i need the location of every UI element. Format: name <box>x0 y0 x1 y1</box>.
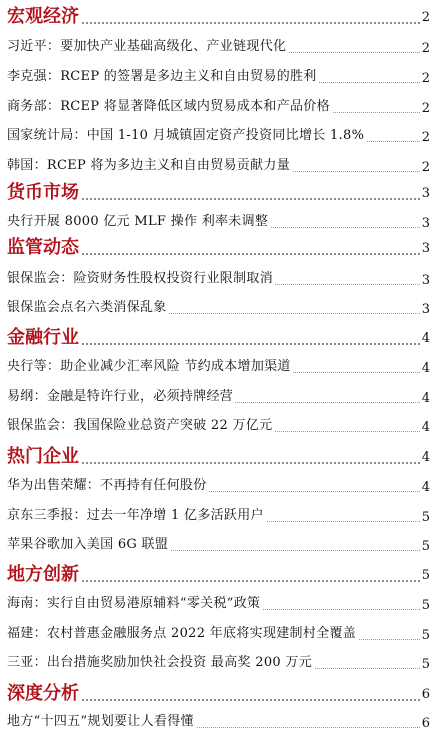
toc-section[interactable] <box>0 6 444 30</box>
section-title: 监管动态 <box>7 237 79 258</box>
toc-entry[interactable] <box>0 388 444 408</box>
section-title: 地方创新 <box>7 564 79 585</box>
toc-entry[interactable] <box>0 270 444 290</box>
entry-title: 海南：实行自由贸易港原辅料“零关税”政策 <box>7 596 261 611</box>
toc-entry[interactable] <box>0 98 444 118</box>
entry-title: 银保监会：险资财务性股权投资行业限制取消 <box>7 271 274 286</box>
toc-section[interactable] <box>0 237 444 261</box>
page-number: 2 <box>421 71 430 86</box>
toc-entry[interactable] <box>0 213 444 233</box>
toc-entry[interactable] <box>0 358 444 378</box>
entry-title: 苹果谷歌加入美国 6G 联盟 <box>7 537 169 552</box>
entry-title: 李克强：RCEP 的签署是多边主义和自由贸易的胜利 <box>7 69 317 84</box>
entry-title: 银保监会：我国保险业总资产突破 22 万亿元 <box>7 418 273 433</box>
page-number: 5 <box>421 568 430 583</box>
section-title: 货币市场 <box>7 182 79 203</box>
entry-title: 三亚：出台措施奖励加快社会投资 最高奖 200 万元 <box>7 655 313 670</box>
page-number: 3 <box>421 302 430 317</box>
section-title: 宏观经济 <box>7 6 79 27</box>
entry-title: 易纲：金融是特许行业，必须持牌经营 <box>7 389 234 404</box>
toc-entry[interactable] <box>0 713 444 733</box>
page-number: 3 <box>421 216 430 231</box>
page-number: 4 <box>421 331 430 346</box>
page-number: 5 <box>421 510 430 525</box>
entry-title: 华为出售荣耀：不再持有任何股份 <box>7 478 207 493</box>
toc-entry[interactable] <box>0 507 444 527</box>
page-number: 2 <box>421 101 430 116</box>
entry-title: 福建：农村普惠金融服务点 2022 年底将实现建制村全覆盖 <box>7 626 357 641</box>
entry-title: 地方“十四五”规划要让人看得懂 <box>7 714 194 729</box>
entry-title: 京东三季报：过去一年净增 1 亿多活跃用户 <box>7 508 264 523</box>
toc-entry[interactable] <box>0 417 444 437</box>
entry-title: 央行等：助企业减少汇率风险 节约成本增加渠道 <box>7 359 291 374</box>
entry-title: 商务部：RCEP 将显著降低区域内贸易成本和产品价格 <box>7 99 330 114</box>
section-title: 深度分析 <box>7 683 79 704</box>
toc-entry[interactable] <box>0 625 444 645</box>
page-number: 4 <box>421 480 430 495</box>
entry-title: 国家统计局：中国 1-10 月城镇固定资产投资同比增长 1.8% <box>7 128 365 143</box>
section-title: 金融行业 <box>7 327 79 348</box>
page-number: 4 <box>421 391 430 406</box>
page-number: 2 <box>421 10 430 25</box>
toc-entry[interactable] <box>0 477 444 497</box>
entry-title: 韩国：RCEP 将为多边主义和自由贸易贡献力量 <box>7 158 291 173</box>
page-number: 3 <box>421 273 430 288</box>
entry-title: 央行开展 8000 亿元 MLF 操作 利率未调整 <box>7 214 269 229</box>
toc-section[interactable] <box>0 327 444 351</box>
toc-entry[interactable] <box>0 68 444 88</box>
toc-entry[interactable] <box>0 654 444 674</box>
page-number: 2 <box>421 160 430 175</box>
entry-title: 习近平：要加快产业基础高级化、产业链现代化 <box>7 39 287 54</box>
page-number: 4 <box>421 420 430 435</box>
page-number: 4 <box>421 361 430 376</box>
section-title: 热门企业 <box>7 446 79 467</box>
page-number: 6 <box>421 716 430 731</box>
page-number: 3 <box>421 241 430 256</box>
toc-entry[interactable] <box>0 536 444 556</box>
entry-title: 银保监会点名六类消保乱象 <box>7 300 167 315</box>
toc-section[interactable] <box>0 683 444 707</box>
toc-section[interactable] <box>0 564 444 588</box>
page-number: 4 <box>421 450 430 465</box>
toc-entry[interactable] <box>0 38 444 58</box>
page-number: 5 <box>421 598 430 613</box>
page-number: 2 <box>421 130 430 145</box>
page-number: 3 <box>421 186 430 201</box>
toc-section[interactable] <box>0 182 444 206</box>
page-number: 2 <box>421 41 430 56</box>
page-number: 5 <box>421 628 430 643</box>
page-number: 5 <box>421 539 430 554</box>
toc-entry[interactable] <box>0 299 444 319</box>
toc-section[interactable] <box>0 446 444 470</box>
toc-entry[interactable] <box>0 595 444 615</box>
page-number: 6 <box>421 687 430 702</box>
toc-entry[interactable] <box>0 157 444 177</box>
toc-entry[interactable] <box>0 127 444 147</box>
page-number: 5 <box>421 657 430 672</box>
